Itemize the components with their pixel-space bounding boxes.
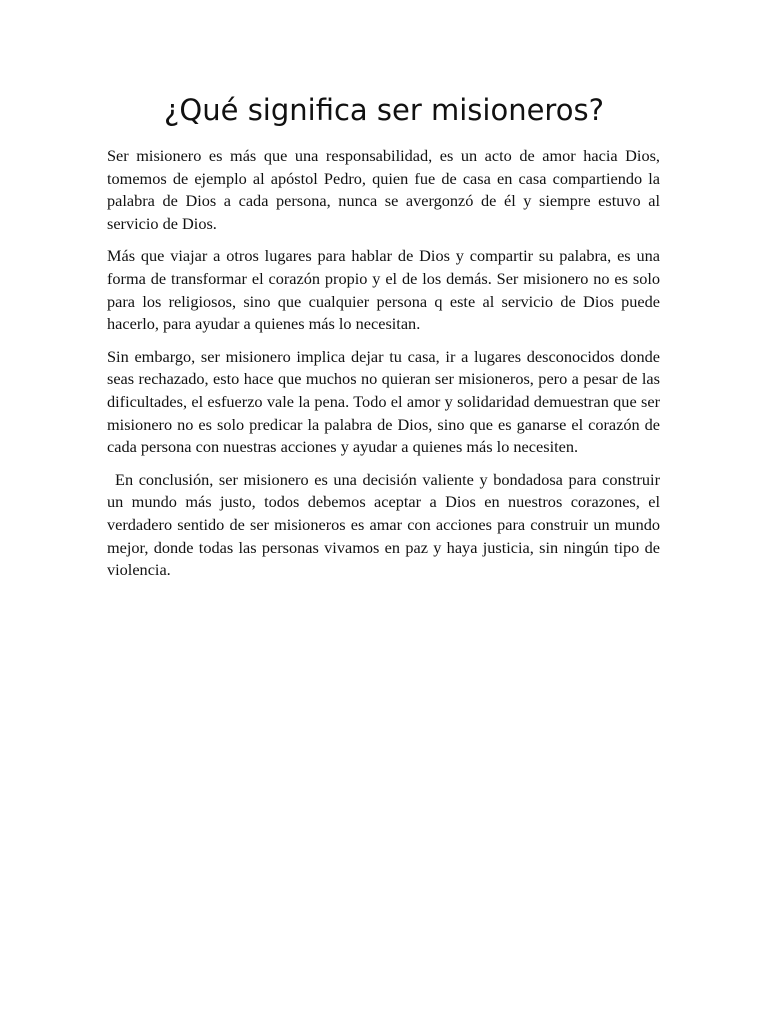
paragraph-1: Ser misionero es más que una responsabilidad, es un acto de amor hacia Dios, tomemos de ejemplo al apóstol Pedro, quien fue de casa en casa compartiendo la palabra de Dios a cada persona, nunca se avergonzó de él y siempre estuvo al servicio de Dios.	[107, 146, 660, 233]
paragraph-3: Sin embargo, ser misionero implica dejar tu casa, ir a lugares desconocidos donde seas rechazado, esto hace que muchos no quieran ser misioneros, pero a pesar de las dificultades, el esfuerzo vale la pena. Todo el amor y solidaridad demuestran que ser misionero no es solo predicar la palabra de Dios, sino que es ganarse el corazón de cada persona con nuestras acciones y ayudar a quienes más lo necesiten.	[107, 346, 660, 457]
page-title: ¿Qué significa ser misioneros?	[164, 93, 604, 127]
paragraph-2: Más que viajar a otros lugares para hablar de Dios y compartir su palabra, es una forma de transformar el corazón propio y el de los demás. Ser misionero no es solo para los religiosos, sino que cualquier persona q este al servicio de Dios puede hacerlo, para ayudar a quienes más lo necesitan.	[107, 246, 660, 334]
document-body	[107, 145, 660, 592]
paragraph-4: En conclusión, ser misionero es una decisión valiente y bondadosa para construir un mundo más justo, todos debemos aceptar a Dios en nuestros corazones, el verdadero sentido de ser misioneros es amar con acciones para construir un mundo mejor, donde todas las personas vivamos en paz y haya justicia, sin ningún tipo de violencia.	[107, 469, 660, 580]
